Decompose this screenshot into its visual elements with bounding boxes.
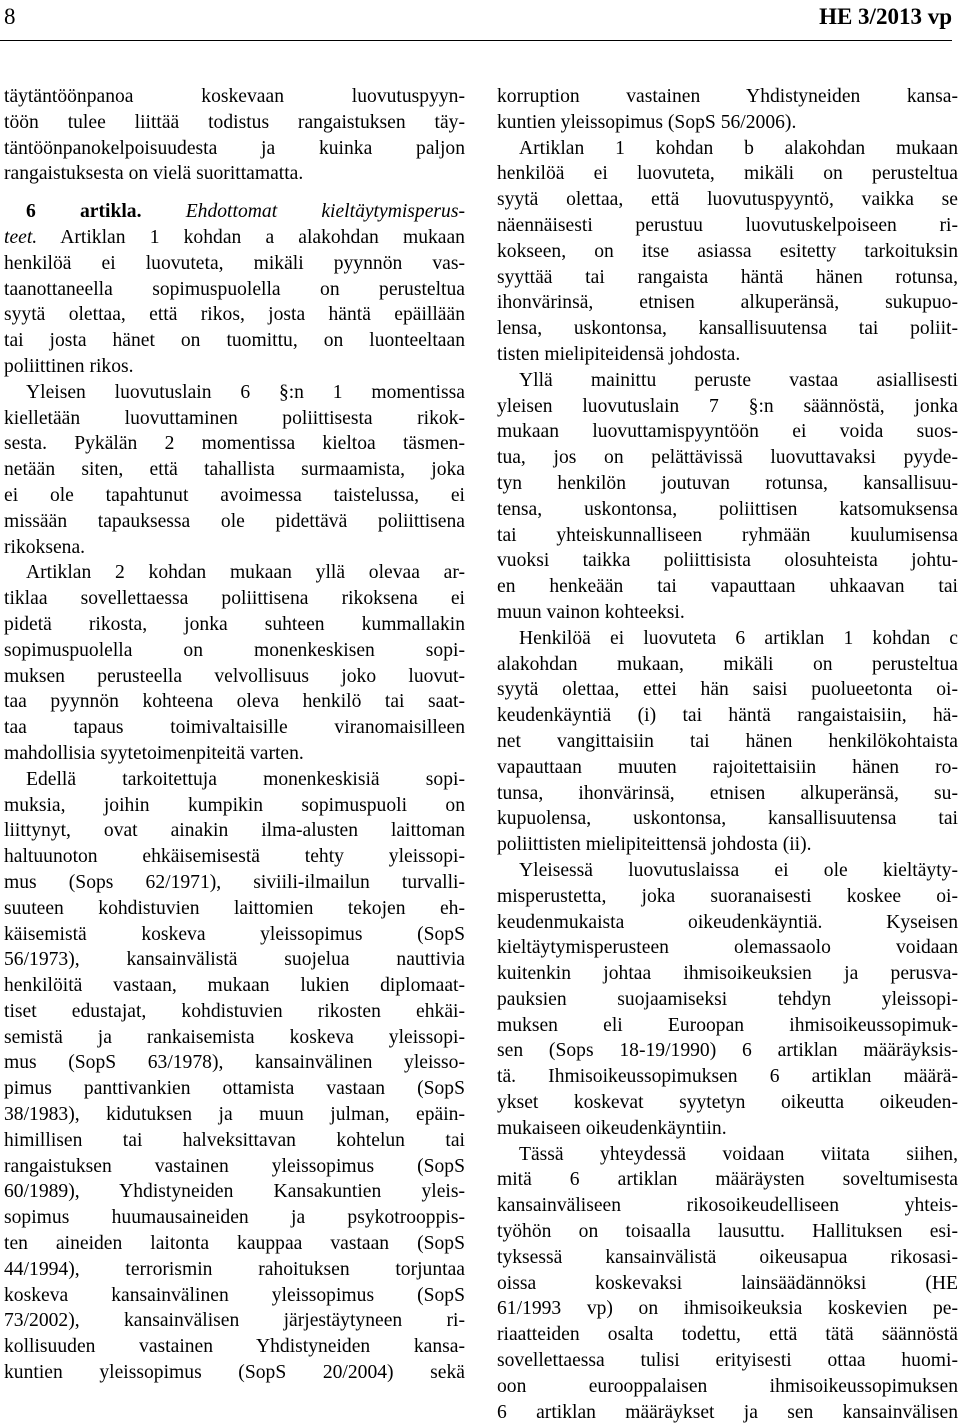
text-line: tiset edustajat, kohdistuvien rikosten ehkäi- [4, 1000, 465, 1022]
text-line: ten aineiden laitonta kauppaa vastaan (SopS [4, 1233, 465, 1255]
text-fragment: Artiklan 1 kohdan a alakohdan mukaan [60, 226, 465, 248]
text-line: taanottaneella sopimuspuolella on perusteltua [4, 278, 465, 300]
text-line: kupuolensa, uskontonsa, kansallisuutensa tai [497, 808, 958, 830]
paragraph [497, 136, 958, 368]
text-line: rangaistuksen vastainen yleissopimus (SopS [4, 1155, 465, 1177]
text-line: missään tapauksessa ole pidettävä poliittisena [4, 510, 465, 532]
text-line: mitä 6 artiklan määräysten soveltumisesta [497, 1169, 958, 1191]
text-line: alakohdan mukaan, mikäli on perusteltua [497, 653, 958, 675]
text-line: syyttää tai rangaista häntä hänen rotunsa, [497, 266, 958, 288]
text-line: sopimuspuolella on monenkeskisen sopi- [4, 639, 465, 661]
text-line: mukaan luovuttamispyyntöön ei voida suos- [497, 421, 958, 443]
page-header [4, 4, 952, 36]
section-number: 6 artikla. [26, 201, 142, 223]
text-line: kokseen, on itse asiassa esitetty tarkoituksin [497, 240, 958, 262]
text-line: näennäisesti perustuu luovutuskelpoiseen ri- [497, 214, 958, 236]
text-line: taa tapaus toimivaltaisille viranomaisilleen [4, 717, 465, 739]
text-line: tai yhteiskunnalliseen ryhmään kuulumisensa [497, 524, 958, 546]
text-line: muksen eli Euroopan ihmisoikeussopimuk- [497, 1014, 958, 1036]
text-line: mahdollisia syytetoimenpiteitä varten. [4, 742, 304, 764]
text-line: liittynyt, ovat ainakin ilma-alusten laittoman [4, 820, 465, 842]
text-line: vuoksi taikka poliittisista olosuhteista johtu- [497, 550, 958, 572]
paragraph [497, 368, 958, 626]
text-line: sopimus huumausaineiden ja psykotrooppis- [4, 1207, 465, 1229]
text-line: 60/1989), Yhdistyneiden Kansakuntien yleis- [4, 1181, 465, 1203]
text-line: Edellä tarkoitettuja monenkeskisiä sopi- [26, 768, 465, 790]
section-heading-line [4, 199, 465, 225]
text-line: työhön on toisaalla lausuttu. Hallituksen esi- [497, 1221, 958, 1243]
text-line: muun vainon kohteeksi. [497, 601, 685, 623]
text-line: henkilöä ei luovuteta, mikäli on perusteltua [497, 163, 958, 185]
text-line: tyksessä kansainvälistä oikeusapua rikosasi- [497, 1246, 958, 1268]
text-line: oissa koskevaksi lainsäädännöksi (HE [497, 1272, 958, 1294]
text-line: täytäntöönpanoa koskevaan luovutuspyyn- [4, 86, 465, 107]
text-line: 61/1993 vp) on ihmisoikeuksia koskevien pe- [497, 1298, 958, 1320]
text-line: käisemistä koskeva yleissopimus (SopS [4, 923, 465, 945]
paragraph [497, 84, 958, 136]
text-line: kielletään luovuttaminen poliittisesta rikok- [4, 407, 465, 429]
text-line: syytä olettaa, että luovutuspyyntö, vaikka se [497, 189, 958, 211]
text-line: tensa, uskontonsa, poliittisen katsomuksensa [497, 498, 958, 520]
text-line: tyn henkilön joutuvan rotunsa, kansallisuu- [497, 472, 958, 494]
right-column [497, 84, 958, 1425]
text-line: 44/1994), terrorismin rahoituksen torjuntaa [4, 1258, 465, 1280]
paragraph [4, 560, 465, 766]
text-line: mukaiseen oikeudenkäyntiin. [497, 1117, 727, 1139]
text-line: en henkeään tai vapauttaan uhkaavan tai [497, 576, 958, 598]
text-line: misperustetta, joka suoranaisesti koskee oi- [497, 885, 958, 907]
text-line: ei ole tapahtunut avoimessa taistelussa, ei [4, 484, 465, 506]
text-line: tai josta hänet on tuomittu, on luonteeltaan [4, 330, 465, 352]
header-rule [0, 40, 952, 41]
text-line: tunsa, ihonvärinsä, etnisen alkuperänsä, su- [497, 782, 958, 804]
left-column [4, 84, 465, 1386]
paragraph [497, 626, 958, 858]
text-line: poliittinen rikos. [4, 355, 134, 377]
text-line: kuitenkin johtaa ihmisoikeuksien ja perusva- [497, 963, 958, 985]
text-line: koskeva kansainvälinen yleissopimus (SopS [4, 1284, 465, 1306]
text-line: kuntien yleissopimus (SopS 20/2004) sekä [4, 1362, 465, 1384]
text-line: henkilöä ei luovuteta, mikäli pyynnön vas- [4, 252, 465, 274]
text-line: pidetä rikosta, jonka suhteen kummallakin [4, 613, 465, 635]
text-line: yleisen luovutuslain 7 §:n säännöstä, jonka [497, 395, 958, 417]
text-line: töön tulee liittää todistus rangaistuksen täy- [4, 111, 465, 133]
paragraph-gap [4, 187, 465, 199]
text-line: 38/1983), kidutuksen ja muun julman, epäin- [4, 1104, 465, 1126]
paragraph [497, 1142, 958, 1425]
page-number: 8 [4, 4, 16, 29]
text-line: kollisuuden vastainen Yhdistyneiden kansa- [4, 1336, 465, 1358]
text-line: tisten mielipiteidensä johdosta. [497, 343, 741, 365]
text-line: lensa, uskontonsa, kansallisuutensa tai poliit- [497, 318, 958, 340]
text-line: vapauttaan muuten rajoitettaisiin hänen ro- [497, 756, 958, 778]
text-line: 56/1973), kansainvälistä suojelua nauttivia [4, 949, 465, 971]
text-line: muksia, joihin kumpikin sopimuspuoli on [4, 794, 465, 816]
section-title-end: teet. [4, 226, 38, 248]
text-line: kuntien yleissopimus (SopS 56/2006). [497, 111, 797, 133]
text-line: himillisen tai halveksittavan kohtelun tai [4, 1129, 465, 1151]
text-line: 6 artiklan määräykset ja sen kansainvälisen [497, 1401, 958, 1423]
text-line: ykset koskevat syytetyn oikeutta oikeuden- [497, 1092, 958, 1114]
text-line: korruption vastainen Yhdistyneiden kansa- [497, 86, 958, 107]
text-line: henkilöitä vastaan, mukaan lukien diplomaat- [4, 975, 465, 997]
paragraph [4, 380, 465, 561]
text-line: poliittisten mielipiteittensä johdosta (ii). [497, 834, 812, 856]
text-line: tiklaa sovellettaessa poliittisena rikoksena ei [4, 588, 465, 610]
text-line: 73/2002), kansainvälisen järjestäytyneen ri- [4, 1310, 465, 1332]
text-line: suuteen kohdistuvien laittomien tekojen eh- [4, 897, 465, 919]
text-line: oon eurooppalaisen ihmisoikeussopimuksen [497, 1375, 958, 1397]
text-line: pimus panttivankien ottamista vastaan (SopS [4, 1078, 465, 1100]
text-line: tua, jos on pelättävissä luovuttavaksi pyyde- [497, 447, 958, 469]
text-line: Henkilöä ei luovuteta 6 artiklan 1 kohdan c [519, 627, 958, 649]
text-line: rikoksena. [4, 536, 86, 558]
text-line: sesta. Pykälän 2 momentissa kieltoa täsmen- [4, 433, 465, 455]
section-paragraph [4, 199, 465, 380]
text-line: mus (SopS 63/1978), kansainvälinen yleisso- [4, 1052, 465, 1074]
text-line: tä. Ihmisoikeussopimuksen 6 artiklan määrä- [497, 1066, 958, 1088]
text-line: Artiklan 2 kohdan mukaan yllä olevaa ar- [26, 562, 465, 584]
text-line: Yleisen luovutuslain 6 §:n 1 momentissa [26, 381, 465, 403]
text-line: ihonvärinsä, etnisen alkuperänsä, sukupuo- [497, 292, 958, 314]
text-line: kansainväliseen rikosoikeudelliseen yhteis- [497, 1195, 958, 1217]
text-line: keudenmukaista oikeudenkäyntiä. Kyseisen [497, 911, 958, 933]
text-line: muksen perusteella velvollisuus joko luovut- [4, 665, 465, 687]
text-line: netään siten, että tahallista surmaamista, joka [4, 459, 465, 481]
text-line: syytä olettaa, että rikos, josta häntä epäillään [4, 304, 465, 326]
text-line: täntöönpanokelpoisuudesta ja kuinka paljon [4, 137, 465, 159]
text-line: syytä olettaa, ettei hän saisi puolueetonta oi- [497, 679, 958, 701]
text-line: sovellettaessa tulisi erityisesti ottaa huomi- [497, 1350, 958, 1372]
text-line: net vangittaisiin tai hänen henkilökohtaista [497, 730, 958, 752]
paragraph [497, 858, 958, 1142]
document-id: HE 3/2013 vp [819, 4, 952, 29]
text-line: kieltäytymisperusteen olemassaolo voidaan [497, 937, 958, 959]
text-line: sen (Sops 18-19/1990) 6 artiklan määräyksis- [497, 1040, 958, 1062]
text-line: Yleisessä luovutuslaissa ei ole kieltäyty- [519, 859, 958, 881]
text-line: riaatteiden osalta todettu, että tätä säännöstä [497, 1324, 958, 1346]
text-line: pauksien suojaamiseksi tehdyn yleissopi- [497, 988, 958, 1010]
text-line: Artiklan 1 kohdan b alakohdan mukaan [519, 137, 958, 159]
paragraph [4, 84, 465, 187]
text-line: mus (Sops 62/1971), siviili-ilmailun turvalli- [4, 871, 465, 893]
text-line: Yllä mainittu peruste vastaa asiallisesti [519, 369, 958, 391]
text-line: keudenkäyntiä (i) tai häntä rangaistaisiin, hä- [497, 705, 958, 727]
text-line: semistä ja rankaisemista koskeva yleissopi- [4, 1026, 465, 1048]
text-line: taa pyynnön kohteena oleva henkilö tai saat- [4, 691, 465, 713]
paragraph [4, 767, 465, 1386]
text-line: haltuunoton ehkäisemisestä tehty yleissopi- [4, 846, 465, 868]
section-heading-line [4, 225, 465, 251]
text-line: rangaistuksesta on vielä suorittamatta. [4, 163, 304, 185]
text-line: Tässä yhteydessä voidaan viitata siihen, [519, 1143, 958, 1165]
section-title: Ehdottomat kieltäytymisperus- [185, 201, 465, 223]
